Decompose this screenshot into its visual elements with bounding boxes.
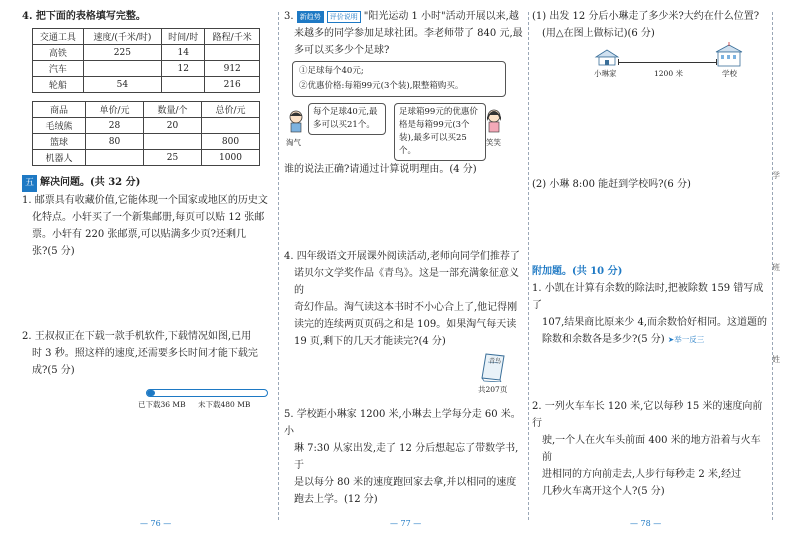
- s2-line: (2) 小琳 8:00 能赶到学校吗?(6 分): [532, 179, 691, 190]
- table-cell: 216: [205, 77, 260, 93]
- q3-prefix: 3.: [284, 11, 294, 22]
- table-cell: 80: [85, 134, 143, 150]
- home-label: 小琳家: [594, 69, 617, 78]
- right-column: [532, 8, 770, 524]
- question-2: [22, 328, 272, 379]
- q3-line: 来越多的同学参加足球社团。李老师带了 840 元,最: [294, 28, 523, 39]
- practice-link[interactable]: ➤举一反三: [667, 335, 705, 344]
- q3-line: "阳光运动 1 小时"活动开展以来,越: [363, 11, 519, 22]
- s1-line: (用△在图上做标记)(6 分): [542, 28, 655, 39]
- q1-line: 票。小轩有 220 张邮票,可以贴满多少页?还剩几: [32, 229, 246, 240]
- speech-bubble-taoqi: 每个足球40元,最多可以买21个。: [308, 103, 386, 135]
- table-header-cell: 时间/时: [161, 29, 204, 45]
- margin-label-school: 学: [772, 171, 780, 180]
- school-icon: [714, 42, 744, 68]
- q1-line: 化特点。小轩买了一个新集邮册,每页可以贴 12 张邮: [32, 212, 265, 223]
- q2-line: 2. 王叔叔正在下载一款手机软件,下载情况如图,已用: [22, 331, 252, 342]
- q5-line: 5. 学校距小琳家 1200 米,小琳去上学每分走 60 米。小: [284, 409, 521, 437]
- table-cell: 1000: [201, 150, 259, 166]
- table-blank-cell[interactable]: [201, 118, 259, 134]
- e1-line: 1. 小凯在计算有余数的除法时,把被除数 159 错写成了: [532, 283, 764, 311]
- extra-title: 附加题。(共 10 分): [532, 266, 623, 277]
- table-cell: 14: [161, 45, 204, 61]
- book-title: 青鸟: [489, 358, 502, 365]
- table-blank-cell[interactable]: [143, 134, 201, 150]
- q1-line: 张?(5 分): [32, 246, 75, 257]
- school-label: 学校: [722, 69, 737, 78]
- s1-line: (1) 出发 12 分后小琳走了多少米?大约在什么位置?: [532, 11, 760, 22]
- middle-column: [284, 8, 526, 524]
- table-header-cell: 速度/(千米/时): [83, 29, 161, 45]
- q5-line: 跑去上学。(12 分): [294, 494, 378, 505]
- table-row: [33, 45, 260, 61]
- table-blank-cell[interactable]: [85, 150, 143, 166]
- q1-line: 1. 邮票具有收藏价值,它能体现一个国家或地区的历史文: [22, 195, 268, 206]
- table-cell: 机器人: [33, 150, 86, 166]
- name-xiaoxiao: 笑笑: [486, 138, 501, 147]
- table-cell: 篮球: [33, 134, 86, 150]
- route-diagram: [532, 42, 770, 90]
- q4-line: 诺贝尔文学奖作品《青鸟》。这是一部充满象征意义的: [294, 268, 519, 296]
- extra-question-1: [532, 280, 770, 348]
- column-divider-2: [528, 12, 529, 520]
- q5-line: 是以每分 80 米的速度跑回家去拿,并以相同的速度: [294, 477, 517, 488]
- q4-line: 奇幻作品。淘气读这本书时不小心合上了,他记得刚: [294, 302, 518, 313]
- q4-line: 4. 四年级语文开展课外阅读活动,老师向同学们推荐了: [284, 251, 520, 262]
- q4-title: 4. 把下面的表格填写完整。: [22, 11, 146, 22]
- e1-line: 除数和余数各是多少?(5 分): [542, 334, 665, 345]
- table-header-cell: 路程/千米: [205, 29, 260, 45]
- table-header-cell: 商品: [33, 102, 86, 118]
- page-number-77: — 77 —: [390, 519, 422, 528]
- route-tick-end: [716, 59, 717, 65]
- q3-end: 谁的说法正确?请通过计算说明理由。(4 分): [284, 164, 477, 175]
- e2-line: 2. 一列火车车长 120 米,它以每秒 15 米的速度向前行: [532, 401, 763, 429]
- table-cell: 225: [83, 45, 161, 61]
- table-row: [33, 77, 260, 93]
- table-cell: 轮船: [33, 77, 84, 93]
- price-options-box: [292, 61, 506, 97]
- table-cell: 54: [83, 77, 161, 93]
- table-header-row: [33, 102, 260, 118]
- route-line: [618, 62, 716, 63]
- table-row: [33, 134, 260, 150]
- q5-line: 琳 7:30 从家出发,走了 12 分后想起忘了带数学书,于: [294, 443, 519, 471]
- house-icon: [594, 48, 620, 66]
- question-3: [284, 8, 526, 178]
- table-cell: 毛绒熊: [33, 118, 86, 134]
- section-title: 解决问题。(共 32 分): [40, 177, 141, 188]
- girl-icon: [484, 107, 504, 133]
- table-blank-cell[interactable]: [161, 77, 204, 93]
- option-2: ②优惠价格:每箱99元(3个装),限整箱购买。: [299, 81, 464, 91]
- table-cell: 20: [143, 118, 201, 134]
- table-header-cell: 单价/元: [85, 102, 143, 118]
- e1-line: 107,结果商比原来少 4,而余数恰好相同。这道题的: [542, 317, 767, 328]
- table-header-cell: 总价/元: [201, 102, 259, 118]
- table-cell: 25: [143, 150, 201, 166]
- book-pages: 共207页: [478, 385, 508, 394]
- dialogue-area: [284, 103, 526, 159]
- section-header: [22, 174, 272, 192]
- speed-table: [32, 28, 260, 93]
- table-header-cell: 数量/个: [143, 102, 201, 118]
- downloaded-label: 已下载36 MB: [138, 400, 186, 409]
- name-taoqi: 淘气: [286, 138, 301, 147]
- extra-question-2: [532, 398, 770, 500]
- question-1: [22, 192, 272, 260]
- e2-line: 进相同的方向前走去,人步行每秒走 2 米,经过: [542, 469, 742, 480]
- table-cell: 汽车: [33, 61, 84, 77]
- q2-line: 时 3 秒。照这样的速度,还需要多长时间才能下载完: [32, 348, 258, 359]
- page-number-78: — 78 —: [630, 519, 662, 528]
- section-badge: 五: [22, 175, 37, 192]
- tag-new-trend: 新趋势: [297, 11, 324, 23]
- option-1: ①足球每个40元;: [299, 66, 364, 76]
- speech-bubble-xiaoxiao: 足球箱99元的优惠价格是每箱99元(3个装),最多可以买25个。: [394, 103, 486, 161]
- remaining-label: 未下载480 MB: [198, 400, 251, 409]
- boy-icon: [286, 109, 306, 133]
- distance-label: 1200 米: [654, 69, 683, 78]
- q2-line: 成?(5 分): [32, 365, 75, 376]
- question-5: [284, 406, 526, 508]
- column-divider-1: [278, 12, 279, 520]
- table-cell: 12: [161, 61, 204, 77]
- q4-line: 读完的连续两页页码之和是 109。如果淘气每天读: [294, 319, 517, 330]
- table-blank-cell[interactable]: [205, 45, 260, 61]
- table-row: [33, 118, 260, 134]
- tag-evaluation: 评价说明: [327, 11, 361, 23]
- price-table: [32, 101, 260, 166]
- q4-line: 19 页,剩下的几天才能读完?(4 分): [294, 336, 446, 347]
- margin-label-name: 姓: [772, 355, 780, 364]
- progress-bar: [146, 389, 268, 397]
- book-figure: [284, 350, 526, 396]
- e2-line: 驶,一个人在火车头前面 400 米的地方沿着与火车前: [542, 435, 761, 463]
- table-header-cell: 交通工具: [33, 29, 84, 45]
- table-cell: 28: [85, 118, 143, 134]
- table-cell: 912: [205, 61, 260, 77]
- table-cell: 高铁: [33, 45, 84, 61]
- table-cell: 800: [201, 134, 259, 150]
- table-row: [33, 61, 260, 77]
- e2-line: 几秒火车离开这个人?(5 分): [542, 486, 665, 497]
- table-row: [33, 150, 260, 166]
- download-progress: [22, 385, 272, 415]
- q3-line: 多可以买多少个足球?: [294, 45, 390, 56]
- question-4: [284, 248, 526, 396]
- left-column: [22, 8, 272, 524]
- page-number-76: — 76 —: [140, 519, 172, 528]
- table-blank-cell[interactable]: [83, 61, 161, 77]
- table-header-row: [33, 29, 260, 45]
- progress-fill: [147, 390, 155, 396]
- margin-label-class: 班: [772, 263, 780, 272]
- route-tick-start: [618, 59, 619, 65]
